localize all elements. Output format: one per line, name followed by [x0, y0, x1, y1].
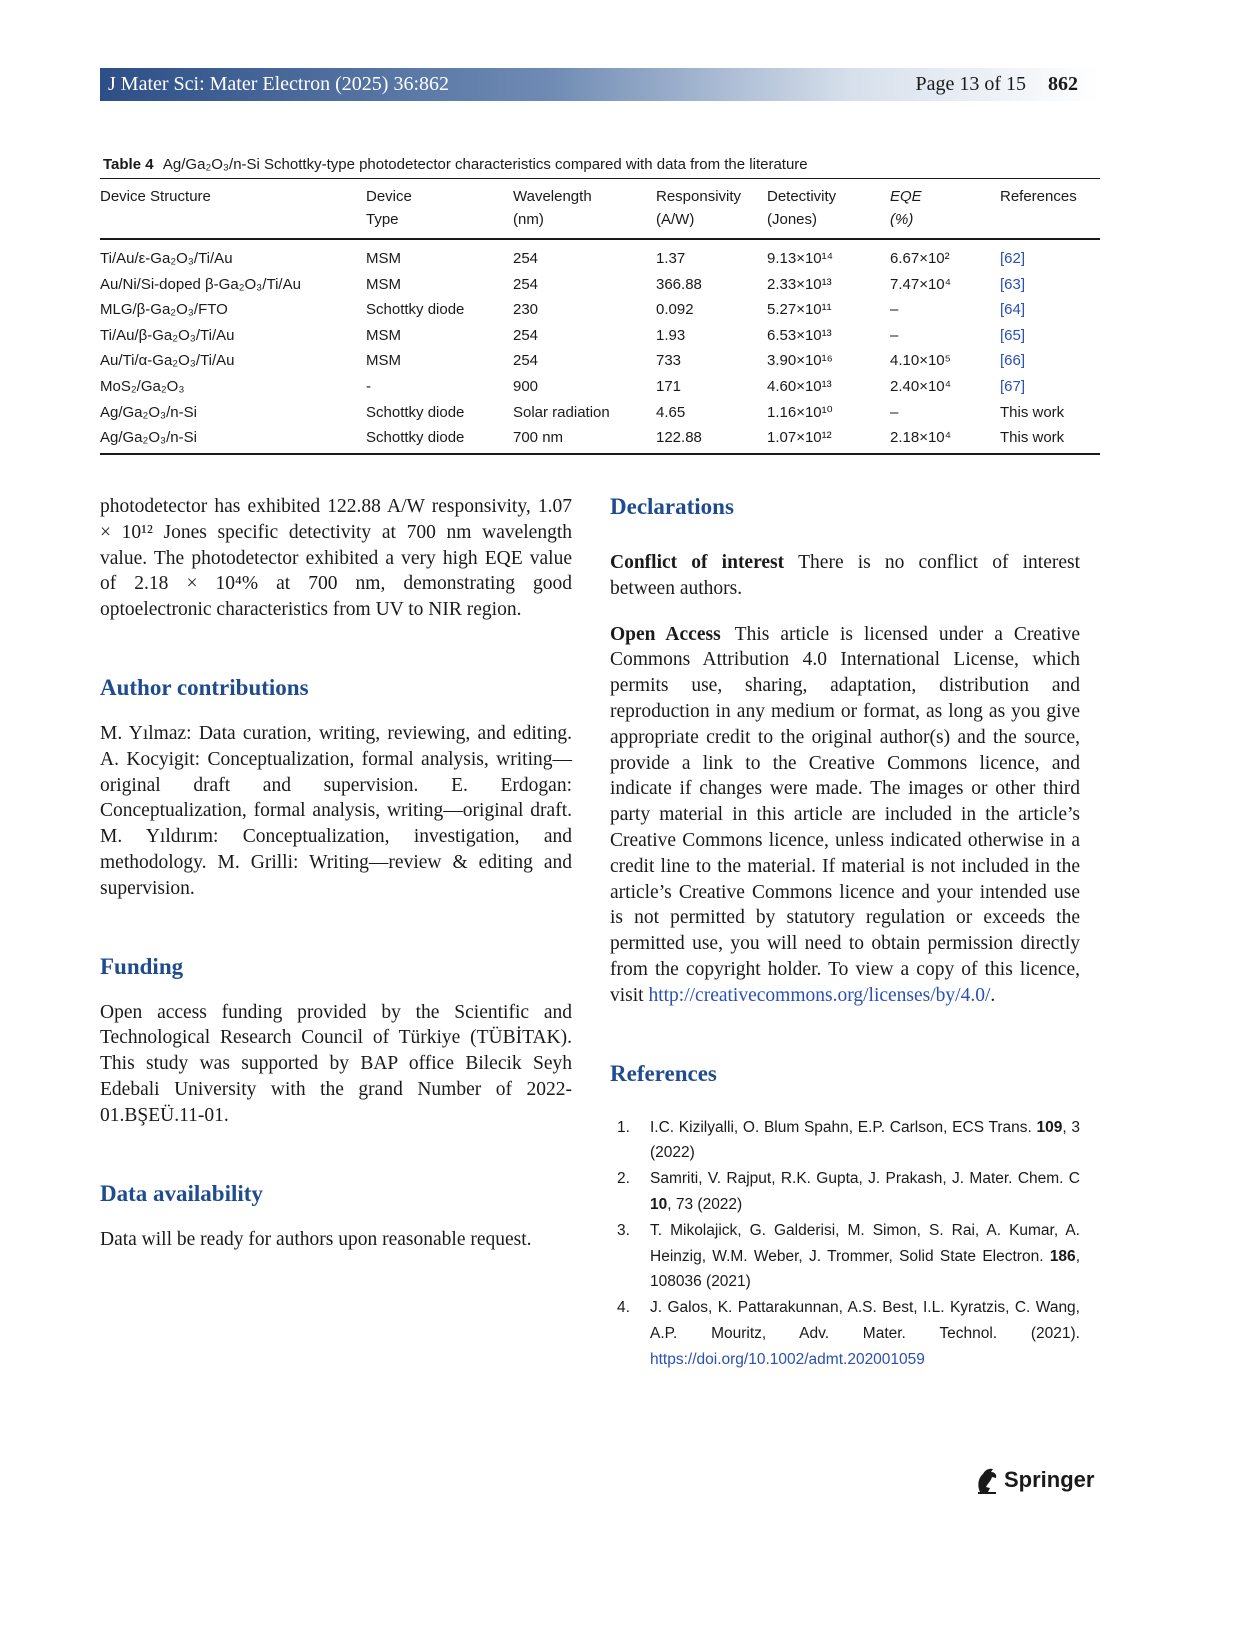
table-cell: 3.90×10¹⁶	[767, 352, 833, 370]
table-cell: –	[890, 326, 899, 344]
data-availability-heading: Data availability	[100, 1180, 263, 1206]
reference-number: 1.	[617, 1118, 630, 1136]
table-row	[100, 297, 1100, 323]
table-cell: 700 nm	[513, 425, 656, 454]
table-cell: 733	[656, 352, 682, 370]
column-header: Wavelength (nm)	[513, 179, 656, 240]
table-cell[interactable]: [67]	[1000, 377, 1026, 395]
reference-number: 2.	[617, 1170, 630, 1188]
conflict-of-interest	[610, 550, 1080, 602]
comparison-table	[100, 178, 1100, 455]
conclusion-paragraph: photodetector has exhibited 122.88 A/W responsivity, 1.07 × 10¹² Jones specific detectivity at 700 nm wavelength value. The photodetector exhibited a very high EQE value of 2.18 × 10⁴% at 700 nm, demonstrating good optoelectronic characteristics from UV to NIR region.	[100, 496, 572, 621]
table-cell: 254	[513, 352, 539, 370]
table-row	[100, 348, 1100, 374]
column-header: References	[1000, 179, 1100, 240]
table-row	[100, 400, 1100, 426]
table-cell: 230	[513, 301, 539, 319]
table-cell: MSM	[366, 250, 401, 267]
reference-text: Samriti, V. Rajput, R.K. Gupta, J. Prakash, J. Mater. Chem. C 10, 73 (2022)	[650, 1170, 1080, 1213]
table-cell: Ag/Ga₂O₃/n-Si	[100, 403, 197, 421]
table-caption	[103, 156, 1103, 173]
table-cell[interactable]: [65]	[1000, 326, 1026, 344]
reference-item	[610, 1115, 1080, 1167]
table-cell: MSM	[366, 352, 401, 370]
article-number: 862	[1048, 73, 1078, 95]
declarations-heading: Declarations	[610, 494, 734, 519]
table-cell: 5.27×10¹¹	[767, 301, 832, 319]
table-cell: This work	[1000, 425, 1100, 454]
table-cell: Schottky diode	[366, 301, 465, 319]
oa-text: This article is licensed under a Creative Commons Attribution 4.0 International License, which permits use, sharing, adaptation, distribution and reproduction in any medium or format, as long as you give appropriate credit to the original author(s) and the source, provide a link to the Creative Commons licence, and indicate if changes were made. The images or other third party material in this article are included in the article’s Creative Commons licence, unless indicated otherwise in a credit line to the material. If material is not included in the article’s Creative Commons licence and your intended use is not permitted by statutory regulation or exceeds the permitted use, you will need to obtain permission directly from the copyright holder. To view a copy of this licence, visit	[610, 623, 1080, 1006]
table-cell: MSM	[366, 326, 401, 344]
references-heading: References	[610, 1060, 717, 1086]
table-cell: 1.07×10¹²	[767, 425, 890, 454]
table-row	[100, 323, 1100, 349]
page-number: Page 13 of 15	[915, 73, 1026, 95]
table-cell: Ag/Ga₂O₃/n-Si	[100, 425, 366, 454]
journal-citation: J Mater Sci: Mater Electron (2025) 36:862	[108, 73, 450, 95]
table-cell: Schottky diode	[366, 403, 465, 421]
table-cell: -	[366, 377, 371, 395]
table-row	[100, 374, 1100, 400]
table-cell: 4.10×10⁵	[890, 352, 951, 370]
table-cell: Solar radiation	[513, 403, 610, 421]
table-cell: 1.93	[656, 326, 686, 344]
table-cell: 2.40×10⁴	[890, 377, 952, 395]
left-column	[100, 494, 572, 1252]
doi-link[interactable]: https://doi.org/10.1002/admt.202001059	[650, 1350, 925, 1368]
table-label: Table 4	[103, 156, 154, 173]
oa-label: Open Access	[610, 623, 721, 645]
table-cell: Ti/Au/ε-Ga₂O₃/Ti/Au	[100, 250, 233, 267]
table-cell: MLG/β-Ga₂O₃/FTO	[100, 301, 228, 319]
reference-text: J. Galos, K. Pattarakunnan, A.S. Best, I.L. Kyratzis, C. Wang, A.P. Mouritz, Adv. Mater. Technol. (2021). https://doi.org/10.1002/admt.202001059	[650, 1299, 1080, 1368]
table-cell[interactable]: [66]	[1000, 352, 1026, 370]
table-cell: 122.88	[656, 425, 767, 454]
table-cell: 4.60×10¹³	[767, 377, 832, 395]
table-cell: 0.092	[656, 301, 694, 319]
author-contributions-heading: Author contributions	[100, 674, 309, 700]
reference-item	[610, 1295, 1080, 1372]
table-cell[interactable]: [62]	[1000, 250, 1026, 267]
table-caption-text: Ag/Ga₂O₃/n-Si Schottky-type photodetector characteristics compared with data from the literature	[162, 156, 808, 173]
reference-item	[610, 1166, 1080, 1218]
reference-text: I.C. Kizilyalli, O. Blum Spahn, E.P. Carlson, ECS Trans. 109, 3 (2022)	[650, 1118, 1081, 1162]
column-header: Responsivity (A/W)	[656, 179, 767, 240]
table-row	[100, 239, 1100, 272]
column-header: Device Type	[366, 179, 513, 240]
table-cell: Ti/Au/β-Ga₂O₃/Ti/Au	[100, 326, 235, 344]
table-cell: MoS₂/Ga₂O₃	[100, 377, 185, 395]
table-cell: 1.16×10¹⁰	[767, 403, 833, 421]
table-cell: 254	[513, 250, 539, 267]
table-row	[100, 272, 1100, 298]
table-cell: 6.53×10¹³	[767, 326, 832, 344]
coi-text: There is no conflict of interest between authors.	[610, 552, 1081, 599]
springer-horse-icon	[974, 1466, 1000, 1494]
open-access: Open Access This article is licensed under a Creative Commons Attribution 4.0 International License, which permits use, sharing, adaptation, distribution and reproduction in any medium or format, as long as you give appropriate credit to the original author(s) and the source, provide a link to the Creative Commons licence, and indicate if changes were made. The images or other third party material in this article are included in the article’s Creative Commons licence, unless indicated otherwise in a credit line to the material. If material is not included in the article’s Creative Commons licence and your intended use is not permitted by statutory regulation or exceeds the permitted use, you will need to obtain permission directly from the copyright holder. To view a copy of this licence, visit http://creativecommons.org/licenses/by/4.0/.	[610, 623, 1080, 1006]
reference-number: 4.	[617, 1299, 630, 1317]
table-cell[interactable]: [63]	[1000, 275, 1026, 293]
table-cell: 9.13×10¹⁴	[767, 250, 834, 267]
reference-number: 3.	[617, 1221, 630, 1239]
table-cell: Au/Ni/Si-doped β-Ga₂O₃/Ti/Au	[100, 275, 301, 293]
table-cell: –	[890, 403, 899, 421]
table-cell: Schottky diode	[366, 425, 513, 454]
funding-heading: Funding	[100, 953, 184, 979]
table-cell: 2.33×10¹³	[767, 275, 832, 293]
table-cell: 1.37	[656, 250, 686, 267]
license-link[interactable]: http://creativecommons.org/licenses/by/4.0/	[648, 984, 991, 1006]
table-cell: Au/Ti/α-Ga₂O₃/Ti/Au	[100, 352, 235, 370]
author-contributions-text: M. Yılmaz: Data curation, writing, reviewing, and editing. A. Kocyigit: Conceptualization, formal analysis, writing—original draft and supervision. E. Erdogan: Conceptualization, formal analysis, writing—original draft. M. Yıldırım: Conceptualization, investigation, and methodology. M. Grilli: Writing—review & editing and supervision.	[100, 722, 572, 899]
table-cell: 171	[656, 377, 682, 395]
table-cell: 900	[513, 377, 539, 395]
table-cell: MSM	[366, 275, 401, 293]
column-header: Device Structure	[100, 179, 366, 240]
column-header: EQE (%)	[890, 179, 1000, 240]
table-cell: 366.88	[656, 275, 702, 293]
table-cell[interactable]: [64]	[1000, 301, 1026, 319]
table-cell: This work	[1000, 403, 1065, 421]
data-availability-text: Data will be ready for authors upon reasonable request.	[100, 1228, 532, 1250]
table-cell: 4.65	[656, 403, 686, 421]
right-column	[610, 494, 1080, 1373]
table-cell: 2.18×10⁴	[890, 425, 1000, 454]
table-cell: 254	[513, 275, 539, 293]
coi-label: Conflict of interest	[610, 552, 785, 573]
table-cell: 7.47×10⁴	[890, 275, 952, 293]
column-header: Detectivity (Jones)	[767, 179, 890, 240]
reference-item	[610, 1218, 1080, 1295]
table-cell: 254	[513, 326, 539, 344]
table-cell: –	[890, 301, 899, 319]
reference-list	[610, 1115, 1080, 1373]
funding-text: Open access funding provided by the Scientific and Technological Research Council of Türkiye (TÜBİTAK). This study was supported by BAP office Bilecik Seyh Edebali University with the grand Number of 2022-01.BŞEÜ.11-01.	[100, 1001, 572, 1126]
springer-logo	[974, 1466, 1094, 1494]
reference-text: T. Mikolajick, G. Galderisi, M. Simon, S. Rai, A. Kumar, A. Heinzig, W.M. Weber, J. Trommer, Solid State Electron. 186, 108036 (2021)	[650, 1221, 1080, 1291]
publisher-name: Springer	[1004, 1467, 1095, 1492]
table-row	[100, 425, 1100, 454]
table-header-row	[100, 179, 1100, 240]
table-cell: 6.67×10²	[890, 250, 950, 267]
